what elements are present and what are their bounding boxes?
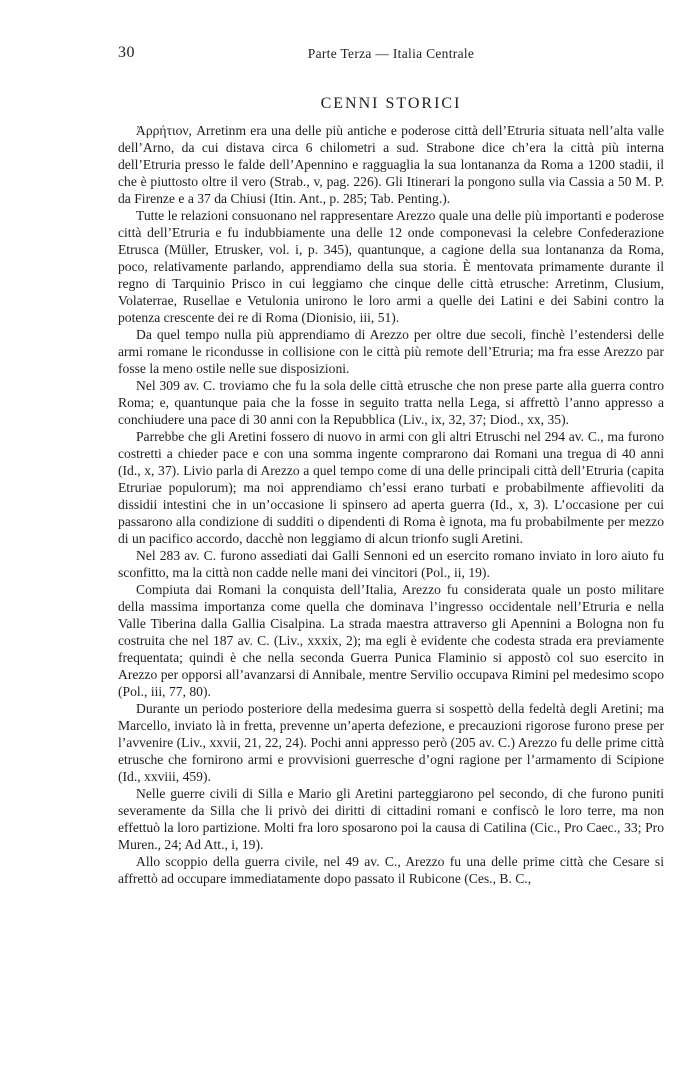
page-header <box>118 44 664 66</box>
paragraph: Tutte le relazioni consuonano nel rappresentare Arezzo quale una delle più importanti e poderose città dell’Etruria e fu indubbiamente una delle 12 onde componevasi la celebre Confederazione Etrusca (Müller, Etrusker, vol. i, p. 345), quantunque, a cagione della sua lontananza da Roma, poco, relativamente parlando, apprendiamo della sua storia. È mentovata primamente durante il regno di Tarquinio Prisco in cui leggiamo che cinque delle città etrusche: Arretinm, Clusium, Volaterrae, Rusellae e Vetulonia unirono le loro armi a quelle dei Latini e dei Sabini contro la potenza crescente dei re di Roma (Dionisio, iii, 51). <box>118 208 664 325</box>
paragraph: Compiuta dai Romani la conquista dell’Italia, Arezzo fu considerata quale un posto militare della massima importanza come quella che dominava l’ingresso occidentale nell’Etruria e nella Valle Tiberina dalla Gallia Cisalpina. La strada maestra attraverso gli Apennini a Bologna non fu costruita che nel 187 av. C. (Liv., xxxix, 2); ma egli è evidente che codesta strada era previamente frequentata; quindi è che nella seconda Guerra Punica Flaminio si appostò col suo esercito in Arezzo per opporsi all’avanzarsi di Annibale, mentre Servilio occupava Rimini pel medesimo scopo (Pol., iii, 77, 80). <box>118 582 664 699</box>
body-text <box>118 122 664 887</box>
paragraph: Parrebbe che gli Aretini fossero di nuovo in armi con gli altri Etruschi nel 294 av. C., ma furono costretti a chieder pace e con una somma ingente comprarono dai Romani una tregua di 40 anni (Id., x, 37). Livio parla di Arezzo a quel tempo come di una delle principali città dell’Etruria (capita Etruriae populorum); ma noi apprendiamo ch’essi erano turbati e probabilmente affievoliti da dissidii intestini che in un’occasione li spinsero ad aperta guerra (Id., x, 3). L’occasione per cui passarono alla condizione di sudditi o dipendenti di Roma è ignota, ma fu probabilmente per mezzo di un pacifico accordo, dacchè non leggiamo di alcun trionfo sugli Aretini. <box>118 429 664 546</box>
paragraph: Durante un periodo posteriore della medesima guerra si sospettò della fedeltà degli Aretini; ma Marcello, inviato là in fretta, prevenne un’aperta defezione, e precauzioni rigorose furono prese per l’avvenire (Liv., xxvii, 21, 22, 24). Pochi anni appresso però (205 av. C.) Arezzo fu delle prime città etrusche che fornirono armi e provvisioni guerresche d’ogni ragione per l’armamento di Scipione (Id., xxviii, 459). <box>118 701 664 784</box>
paragraph: Da quel tempo nulla più apprendiamo di Arezzo per oltre due secoli, finchè l’estendersi delle armi romane le ricondusse in collisione con le città più remote dell’Etruria; ma fra esse Arezzo par fosse la meno ostile nelle sue disposizioni. <box>118 327 664 376</box>
paragraph: Nel 309 av. C. troviamo che fu la sola delle città etrusche che non prese parte alla guerra contro Roma; e, quantunque paia che la fosse in seguito tratta nella Lega, si affrettò l’anno appresso a conchiudere una pace di 30 anni con la Repubblica (Liv., ix, 32, 37; Diod., xx, 35). <box>118 378 664 427</box>
page-number: 30 <box>118 44 135 61</box>
section-title: CENNI STORICI <box>320 95 462 112</box>
running-head: Parte Terza — Italia Centrale <box>307 46 475 61</box>
paragraph: Ἀρρήτιον, Arretinm era una delle più antiche e poderose città dell’Etruria situata nell’alta valle dell’Arno, da cui distava circa 6 chilometri a sud. Strabone dice ch’era la città più interna dell’Etruria presso le falde dell’Apennino e ragguaglia la sua lontananza da Roma a 1200 stadii, il che è piuttosto oltre il vero (Strab., v, pag. 226). Gli Itinerari la pongono sulla via Cassia a 50 M. P. da Firenze e a 37 da Chiusi (Itin. Ant., p. 285; Tab. Penting.). <box>118 123 664 206</box>
paragraph: Nel 283 av. C. furono assediati dai Galli Sennoni ed un esercito romano inviato in loro aiuto fu sconfitto, ma la città non cadde nelle mani dei vincitori (Pol., ii, 19). <box>118 548 664 580</box>
paragraph: Nelle guerre civili di Silla e Mario gli Aretini parteggiarono pel secondo, di che furono puniti severamente da Silla che li privò dei diritti di cittadini romani e confiscò le loro terre, ma non effettuò la loro partizione. Molti fra loro sposarono poi la causa di Catilina (Cic., Pro Caec., 33; Pro Muren., 24; Ad Att., i, 19). <box>118 786 664 852</box>
paragraph: Allo scoppio della guerra civile, nel 49 av. C., Arezzo fu una delle prime città che Cesare si affrettò ad occupare immediatamente dopo passato il Rubicone (Ces., B. C., <box>118 854 664 886</box>
